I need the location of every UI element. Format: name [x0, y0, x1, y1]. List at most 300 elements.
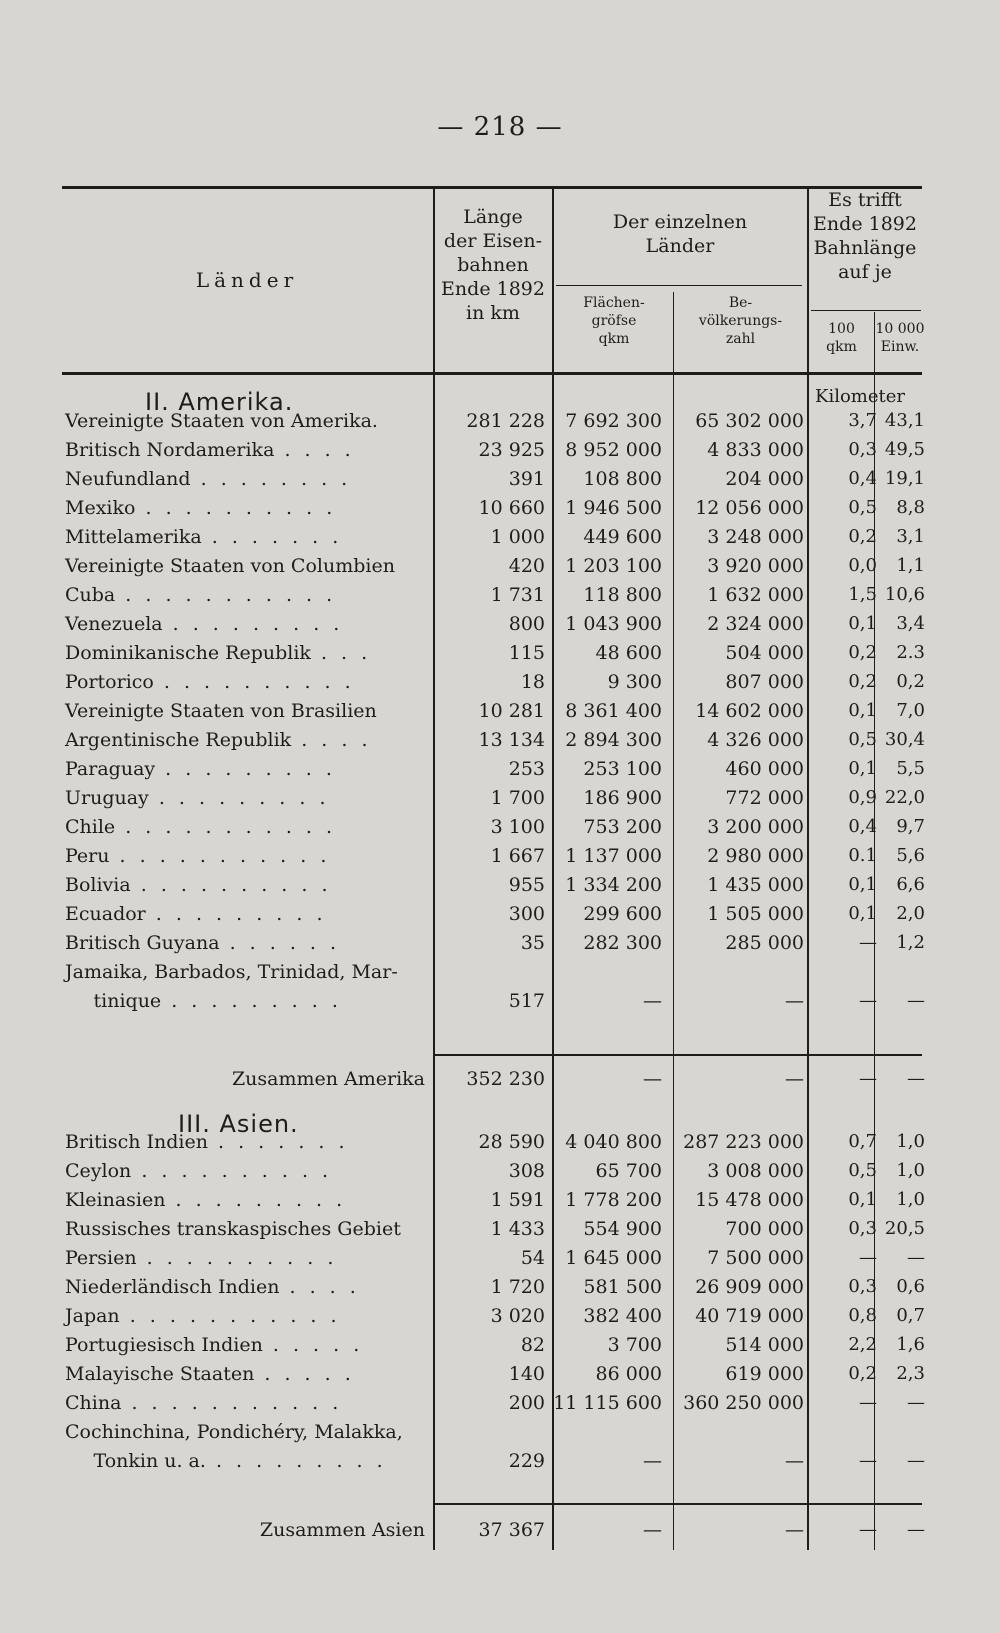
table-row — [0, 754, 1000, 784]
leader-dots: . . . . — [291, 729, 372, 751]
total-area: — — [643, 1068, 662, 1090]
leader-dots: . . . . — [274, 439, 355, 461]
row-name-text: Tonkin u. a. — [65, 1450, 206, 1472]
table-row — [0, 957, 1000, 987]
header-der-einzelnen — [554, 210, 806, 258]
total-per-100-qkm: — — [859, 1068, 877, 1089]
row-name — [65, 1446, 387, 1476]
cell-population: 287 223 000 — [683, 1131, 804, 1153]
row-name-text: Cuba — [65, 584, 116, 606]
leader-dots: . . . . — [279, 1276, 360, 1298]
leader-dots: . . . . . . . . . . . — [115, 816, 337, 838]
cell-area: 186 900 — [583, 787, 662, 809]
header-line: qkm — [826, 339, 857, 355]
section-amerika: II. Amerika. — [145, 388, 294, 416]
cell-length: 1 720 — [490, 1276, 545, 1298]
row-name-text: Neufundland — [65, 468, 191, 490]
unit-kilometer: Kilometer — [815, 386, 906, 407]
page-number: — 218 — — [437, 112, 563, 142]
cell-area: 581 500 — [583, 1276, 662, 1298]
header-laenge-line: Ende 1892 — [441, 278, 545, 300]
leader-dots: . . . . . . . . . . . — [115, 584, 337, 606]
header-line: Flächen- — [583, 295, 645, 311]
row-name — [65, 1214, 401, 1244]
header-per-10000-einw — [875, 320, 925, 356]
row-name — [65, 522, 342, 552]
header-line: 100 — [828, 321, 855, 337]
row-name — [65, 725, 372, 755]
header-laenge-line: der Eisen- — [443, 230, 543, 252]
cell-population: 7 500 000 — [707, 1247, 804, 1269]
cell-per-10000-einw: 1,0 — [896, 1189, 925, 1210]
cell-length: 18 — [520, 671, 545, 693]
row-name-text: Kleinasien — [65, 1189, 166, 1211]
cell-per-100-qkm: 0,1 — [848, 613, 877, 634]
cell-per-100-qkm: — — [859, 1247, 877, 1268]
cell-area: 2 894 300 — [565, 729, 662, 751]
header-line: Bahnlänge — [813, 237, 917, 259]
header-line: Es trifft — [828, 189, 902, 211]
header-line: Einw. — [880, 339, 920, 355]
cell-per-10000-einw: 1,2 — [896, 932, 925, 953]
cell-per-10000-einw: 9,7 — [896, 816, 925, 837]
row-name-text: tinique — [65, 990, 162, 1012]
cell-per-10000-einw: 22,0 — [884, 787, 925, 808]
cell-area: 7 692 300 — [565, 410, 662, 432]
leader-dots: . . . . . . . . . — [155, 758, 336, 780]
table-row — [0, 1330, 1000, 1360]
cell-area: 449 600 — [583, 526, 662, 548]
cell-area: 382 400 — [583, 1305, 662, 1327]
row-name-text: Jamaika, Barbados, Trinidad, Mar- — [65, 961, 398, 983]
row-name — [65, 1127, 349, 1157]
cell-length: 308 — [508, 1160, 545, 1182]
table-row — [0, 841, 1000, 871]
row-name — [65, 1388, 342, 1418]
cell-length: 955 — [508, 874, 545, 896]
cell-per-10000-einw: 5,6 — [896, 845, 925, 866]
row-name-text: Ecuador — [65, 903, 146, 925]
cell-per-10000-einw: — — [907, 990, 925, 1011]
leader-dots: . . . . . . . . . — [148, 787, 330, 809]
row-name-text: Peru — [65, 845, 110, 867]
cell-area: 1 946 500 — [565, 497, 662, 519]
row-name — [65, 493, 336, 523]
cell-per-10000-einw: 3,1 — [896, 526, 925, 547]
table-row — [0, 1301, 1000, 1331]
row-name — [65, 638, 371, 668]
cell-length: 420 — [508, 555, 545, 577]
row-name-text: Portorico — [65, 671, 154, 693]
row-name — [65, 435, 355, 465]
header-laenge-line: in km — [466, 302, 520, 324]
table-row — [0, 1359, 1000, 1389]
cell-area: 108 800 — [583, 468, 662, 490]
row-name — [65, 957, 398, 987]
row-name — [65, 696, 377, 726]
cell-per-100-qkm: 0,1 — [848, 700, 877, 721]
total-per-10000-einw: — — [907, 1519, 925, 1540]
leader-dots: . . . . . . . . . . . — [109, 845, 331, 867]
cell-area: 1 778 200 — [565, 1189, 662, 1211]
cell-area: — — [643, 1450, 662, 1472]
cell-per-10000-einw: 19,1 — [884, 468, 925, 489]
cell-population: 504 000 — [725, 642, 804, 664]
table-row — [0, 493, 1000, 523]
cell-per-10000-einw: 2,0 — [896, 903, 925, 924]
row-name — [65, 1272, 360, 1302]
cell-per-100-qkm: 0,4 — [848, 468, 877, 489]
header-line: 10 000 — [875, 321, 925, 337]
leader-dots: . . . . . . . . . . — [131, 1160, 333, 1182]
cell-per-100-qkm: 0,9 — [848, 787, 877, 808]
leader-dots: . . . . . . . . . . . — [121, 1392, 343, 1414]
cell-area: 8 361 400 — [565, 700, 662, 722]
cell-per-100-qkm: 0,1 — [848, 1189, 877, 1210]
cell-population: 15 478 000 — [695, 1189, 804, 1211]
cell-area: 1 334 200 — [565, 874, 662, 896]
cell-length: 82 — [520, 1334, 545, 1356]
cell-area: 1 043 900 — [565, 613, 662, 635]
row-name — [65, 1243, 337, 1273]
row-name-text: Vereinigte Staaten von Brasilien — [65, 700, 377, 722]
cell-per-100-qkm: 0,0 — [848, 555, 877, 576]
row-name — [65, 1359, 355, 1389]
cell-per-100-qkm: 0,8 — [848, 1305, 877, 1326]
cell-per-100-qkm: 0,4 — [848, 816, 877, 837]
cell-per-10000-einw: 6,6 — [896, 874, 925, 895]
cell-per-100-qkm: 1,5 — [848, 584, 877, 605]
table-row — [0, 464, 1000, 494]
row-name-text: Britisch Indien — [65, 1131, 208, 1153]
row-name — [65, 986, 342, 1016]
cell-per-100-qkm: 0,3 — [848, 1276, 877, 1297]
leader-dots: . . . — [310, 642, 372, 664]
top-rule — [62, 186, 922, 189]
row-name — [65, 609, 343, 639]
table-row — [0, 551, 1000, 581]
leader-dots: . . . . . . . . . — [145, 903, 327, 925]
row-name — [65, 1185, 346, 1215]
row-name-text: Portugiesisch Indien — [65, 1334, 263, 1356]
table-row — [0, 638, 1000, 668]
cell-area: 3 700 — [607, 1334, 662, 1356]
header-laenge-line: bahnen — [457, 254, 529, 276]
row-name-text: Russisches transkaspisches Gebiet — [65, 1218, 401, 1240]
cell-per-100-qkm: 0,1 — [848, 874, 877, 895]
total-length: 352 230 — [466, 1068, 545, 1090]
cell-per-10000-einw: 49,5 — [884, 439, 925, 460]
table-row — [0, 696, 1000, 726]
total-population: — — [785, 1519, 804, 1541]
cell-length: 3 020 — [490, 1305, 545, 1327]
leader-dots: . . . . . . — [219, 932, 341, 954]
table-row — [0, 986, 1000, 1016]
total-per-10000-einw: — — [907, 1068, 925, 1089]
leader-dots: . . . . . . . . . — [165, 1189, 347, 1211]
cell-area: — — [643, 990, 662, 1012]
row-name-text: Niederländisch Indien — [65, 1276, 280, 1298]
cell-per-100-qkm: — — [859, 1450, 877, 1471]
leader-dots: . . . . . . . — [201, 526, 343, 548]
cell-area: 118 800 — [583, 584, 662, 606]
row-name — [65, 1156, 332, 1186]
cell-length: 1 700 — [490, 787, 545, 809]
total-per-100-qkm: — — [859, 1519, 877, 1540]
row-name-text: Chile — [65, 816, 116, 838]
cell-per-100-qkm: 0,2 — [848, 642, 877, 663]
header-laenge-line: Länge — [463, 206, 523, 228]
cell-population: 26 909 000 — [695, 1276, 804, 1298]
cell-per-100-qkm: 0,5 — [848, 1160, 877, 1181]
cell-per-10000-einw: 1,1 — [896, 555, 925, 576]
cell-length: 200 — [508, 1392, 545, 1414]
cell-area: 753 200 — [583, 816, 662, 838]
cell-per-10000-einw: 5,5 — [896, 758, 925, 779]
cell-length: 800 — [508, 613, 545, 635]
table-row — [0, 667, 1000, 697]
row-name-text: Venezuela — [65, 613, 163, 635]
header-laender: Länder — [195, 268, 299, 292]
row-name — [65, 406, 382, 436]
row-name — [65, 1301, 341, 1331]
cell-population: 4 326 000 — [707, 729, 804, 751]
cell-length: 391 — [508, 468, 545, 490]
sub-rule-trifft — [811, 310, 921, 311]
row-name — [65, 754, 336, 784]
cell-population: 807 000 — [725, 671, 804, 693]
cell-area: 282 300 — [583, 932, 662, 954]
cell-per-10000-einw: 30,4 — [884, 729, 925, 750]
total-population: — — [785, 1068, 804, 1090]
cell-per-10000-einw: 0,2 — [896, 671, 925, 692]
cell-population: 2 980 000 — [707, 845, 804, 867]
cell-per-10000-einw: 0,6 — [896, 1276, 925, 1297]
row-name-text: Mittelamerika — [65, 526, 202, 548]
cell-length: 253 — [508, 758, 545, 780]
row-name — [65, 1330, 363, 1360]
row-name — [65, 899, 326, 929]
table-row — [0, 870, 1000, 900]
cell-area: 48 600 — [595, 642, 662, 664]
leader-dots: . . . . . . . . . — [162, 613, 344, 635]
cell-area: 9 300 — [607, 671, 662, 693]
cell-population: 1 632 000 — [707, 584, 804, 606]
cell-population: 14 602 000 — [695, 700, 804, 722]
leader-dots: . . . . . . . . . . — [136, 1247, 338, 1269]
cell-length: 10 660 — [478, 497, 545, 519]
cell-population: 514 000 — [725, 1334, 804, 1356]
table-row — [0, 725, 1000, 755]
cell-length: 1 433 — [490, 1218, 545, 1240]
cell-population: 204 000 — [725, 468, 804, 490]
cell-population: 285 000 — [725, 932, 804, 954]
cell-per-100-qkm: 0,2 — [848, 671, 877, 692]
leader-dots: . . . . . — [262, 1334, 364, 1356]
table-row — [0, 899, 1000, 929]
header-laenge — [434, 205, 552, 325]
row-name — [65, 580, 336, 610]
cell-length: 54 — [520, 1247, 545, 1269]
total-rule-asien — [434, 1503, 922, 1505]
row-name-text: Paraguay — [65, 758, 156, 780]
row-name-text: Dominikanische Republik — [65, 642, 311, 664]
cell-length: 1 000 — [490, 526, 545, 548]
leader-dots: . . . . . . . . . . — [153, 671, 355, 693]
cell-per-10000-einw: 8,8 — [896, 497, 925, 518]
table-row — [0, 783, 1000, 813]
cell-length: 1 667 — [490, 845, 545, 867]
cell-area: 8 952 000 — [565, 439, 662, 461]
cell-length: 3 100 — [490, 816, 545, 838]
row-name — [65, 870, 332, 900]
header-line: Ende 1892 — [813, 213, 917, 235]
table-row — [0, 1156, 1000, 1186]
cell-length: 28 590 — [478, 1131, 545, 1153]
table-row — [0, 580, 1000, 610]
total-row — [0, 1515, 1000, 1545]
header-line: qkm — [598, 331, 630, 347]
header-per-100-qkm — [809, 320, 874, 356]
cell-population: 40 719 000 — [695, 1305, 804, 1327]
cell-length: 23 925 — [478, 439, 545, 461]
row-name-text: Persien — [65, 1247, 137, 1269]
cell-per-100-qkm: — — [859, 932, 877, 953]
row-name — [65, 841, 330, 871]
header-line: zahl — [725, 331, 756, 347]
cell-area: 1 203 100 — [565, 555, 662, 577]
cell-area: 554 900 — [583, 1218, 662, 1240]
total-label: Zusammen Asien — [259, 1519, 425, 1541]
table-row — [0, 406, 1000, 436]
cell-per-10000-einw: 2,3 — [896, 1363, 925, 1384]
table-row — [0, 609, 1000, 639]
row-name-text: Bolivia — [65, 874, 131, 896]
header-line: Länder — [645, 235, 715, 257]
row-name-text: Ceylon — [65, 1160, 132, 1182]
row-name-text: Malayische Staaten — [65, 1363, 255, 1385]
header-line: gröfse — [591, 313, 637, 329]
cell-per-100-qkm: 0,5 — [848, 729, 877, 750]
cell-length: 1 591 — [490, 1189, 545, 1211]
table-row — [0, 928, 1000, 958]
cell-per-100-qkm: 3,7 — [848, 410, 877, 431]
cell-per-10000-einw: 3,4 — [896, 613, 925, 634]
table-row — [0, 1243, 1000, 1273]
cell-area: 1 645 000 — [565, 1247, 662, 1269]
table-row — [0, 1388, 1000, 1418]
row-name-text: Vereinigte Staaten von Amerika — [65, 410, 372, 432]
total-label: Zusammen Amerika — [231, 1068, 425, 1090]
cell-area: 1 137 000 — [565, 845, 662, 867]
cell-population: — — [785, 1450, 804, 1472]
row-name — [65, 1417, 403, 1447]
cell-per-10000-einw: 2.3 — [896, 642, 925, 663]
row-name-text: Uruguay — [65, 787, 149, 809]
cell-per-100-qkm: 2,2 — [848, 1334, 877, 1355]
cell-per-10000-einw: 1,0 — [896, 1160, 925, 1181]
cell-population: 772 000 — [725, 787, 804, 809]
cell-per-10000-einw: 20,5 — [884, 1218, 925, 1239]
cell-length: 1 731 — [490, 584, 545, 606]
cell-population: 619 000 — [725, 1363, 804, 1385]
cell-population: 12 056 000 — [695, 497, 804, 519]
cell-length: 13 134 — [478, 729, 545, 751]
row-name — [65, 464, 351, 494]
cell-population: — — [785, 990, 804, 1012]
row-name-text: Mexiko — [65, 497, 136, 519]
row-name-text: Argentinische Republik — [65, 729, 292, 751]
cell-population: 3 200 000 — [707, 816, 804, 838]
leader-dots: . . . . . . . . . . — [130, 874, 332, 896]
cell-per-10000-einw: 1,6 — [896, 1334, 925, 1355]
cell-population: 2 324 000 — [707, 613, 804, 635]
row-name — [65, 783, 330, 813]
row-name-text: Cochinchina, Pondichéry, Malakka, — [65, 1421, 403, 1443]
leader-dots: . . . . . . . . — [190, 468, 352, 490]
cell-population: 3 008 000 — [707, 1160, 804, 1182]
row-name-text: Britisch Nordamerika — [65, 439, 275, 461]
cell-population: 1 505 000 — [707, 903, 804, 925]
total-length: 37 367 — [478, 1519, 545, 1541]
cell-length: 35 — [520, 932, 545, 954]
cell-length: 517 — [508, 990, 545, 1012]
cell-population: 1 435 000 — [707, 874, 804, 896]
cell-per-100-qkm: — — [859, 1392, 877, 1413]
cell-per-100-qkm: 0,2 — [848, 526, 877, 547]
sub-rule-einzelnen — [556, 285, 802, 286]
header-line: Be- — [728, 295, 753, 311]
header-line: völkerungs- — [698, 313, 783, 329]
cell-population: 65 302 000 — [695, 410, 804, 432]
cell-length: 229 — [508, 1450, 545, 1472]
section-asien: III. Asien. — [178, 1110, 299, 1138]
row-name — [65, 812, 336, 842]
table-row — [0, 1214, 1000, 1244]
table-row — [0, 1446, 1000, 1476]
header-es-trifft — [809, 188, 921, 284]
row-name-text: Japan — [65, 1305, 120, 1327]
header-line: Der einzelnen — [612, 211, 748, 233]
cell-per-100-qkm: 0,3 — [848, 439, 877, 460]
cell-per-10000-einw: — — [907, 1247, 925, 1268]
cell-population: 460 000 — [725, 758, 804, 780]
table-row — [0, 1417, 1000, 1447]
row-name — [65, 667, 355, 697]
leader-dots: . . . . . . . . . . . — [119, 1305, 341, 1327]
cell-length: 140 — [508, 1363, 545, 1385]
cell-area: 11 115 600 — [553, 1392, 662, 1414]
cell-per-10000-einw: — — [907, 1450, 925, 1471]
cell-per-100-qkm: 0.1 — [848, 845, 877, 866]
cell-population: 4 833 000 — [707, 439, 804, 461]
table-row — [0, 522, 1000, 552]
total-rule-amerika — [434, 1054, 922, 1056]
cell-area: 86 000 — [595, 1363, 662, 1385]
cell-per-100-qkm: 0,1 — [848, 758, 877, 779]
cell-length: 300 — [508, 903, 545, 925]
table-row — [0, 1272, 1000, 1302]
leader-dots: . — [371, 410, 382, 432]
cell-per-100-qkm: 0,5 — [848, 497, 877, 518]
cell-per-100-qkm: 0,2 — [848, 1363, 877, 1384]
cell-per-100-qkm: 0,7 — [848, 1131, 877, 1152]
table-row — [0, 435, 1000, 465]
cell-population: 3 920 000 — [707, 555, 804, 577]
leader-dots: . . . . . — [254, 1363, 355, 1385]
cell-area: 65 700 — [595, 1160, 662, 1182]
header-bevoelkerung — [675, 294, 806, 348]
